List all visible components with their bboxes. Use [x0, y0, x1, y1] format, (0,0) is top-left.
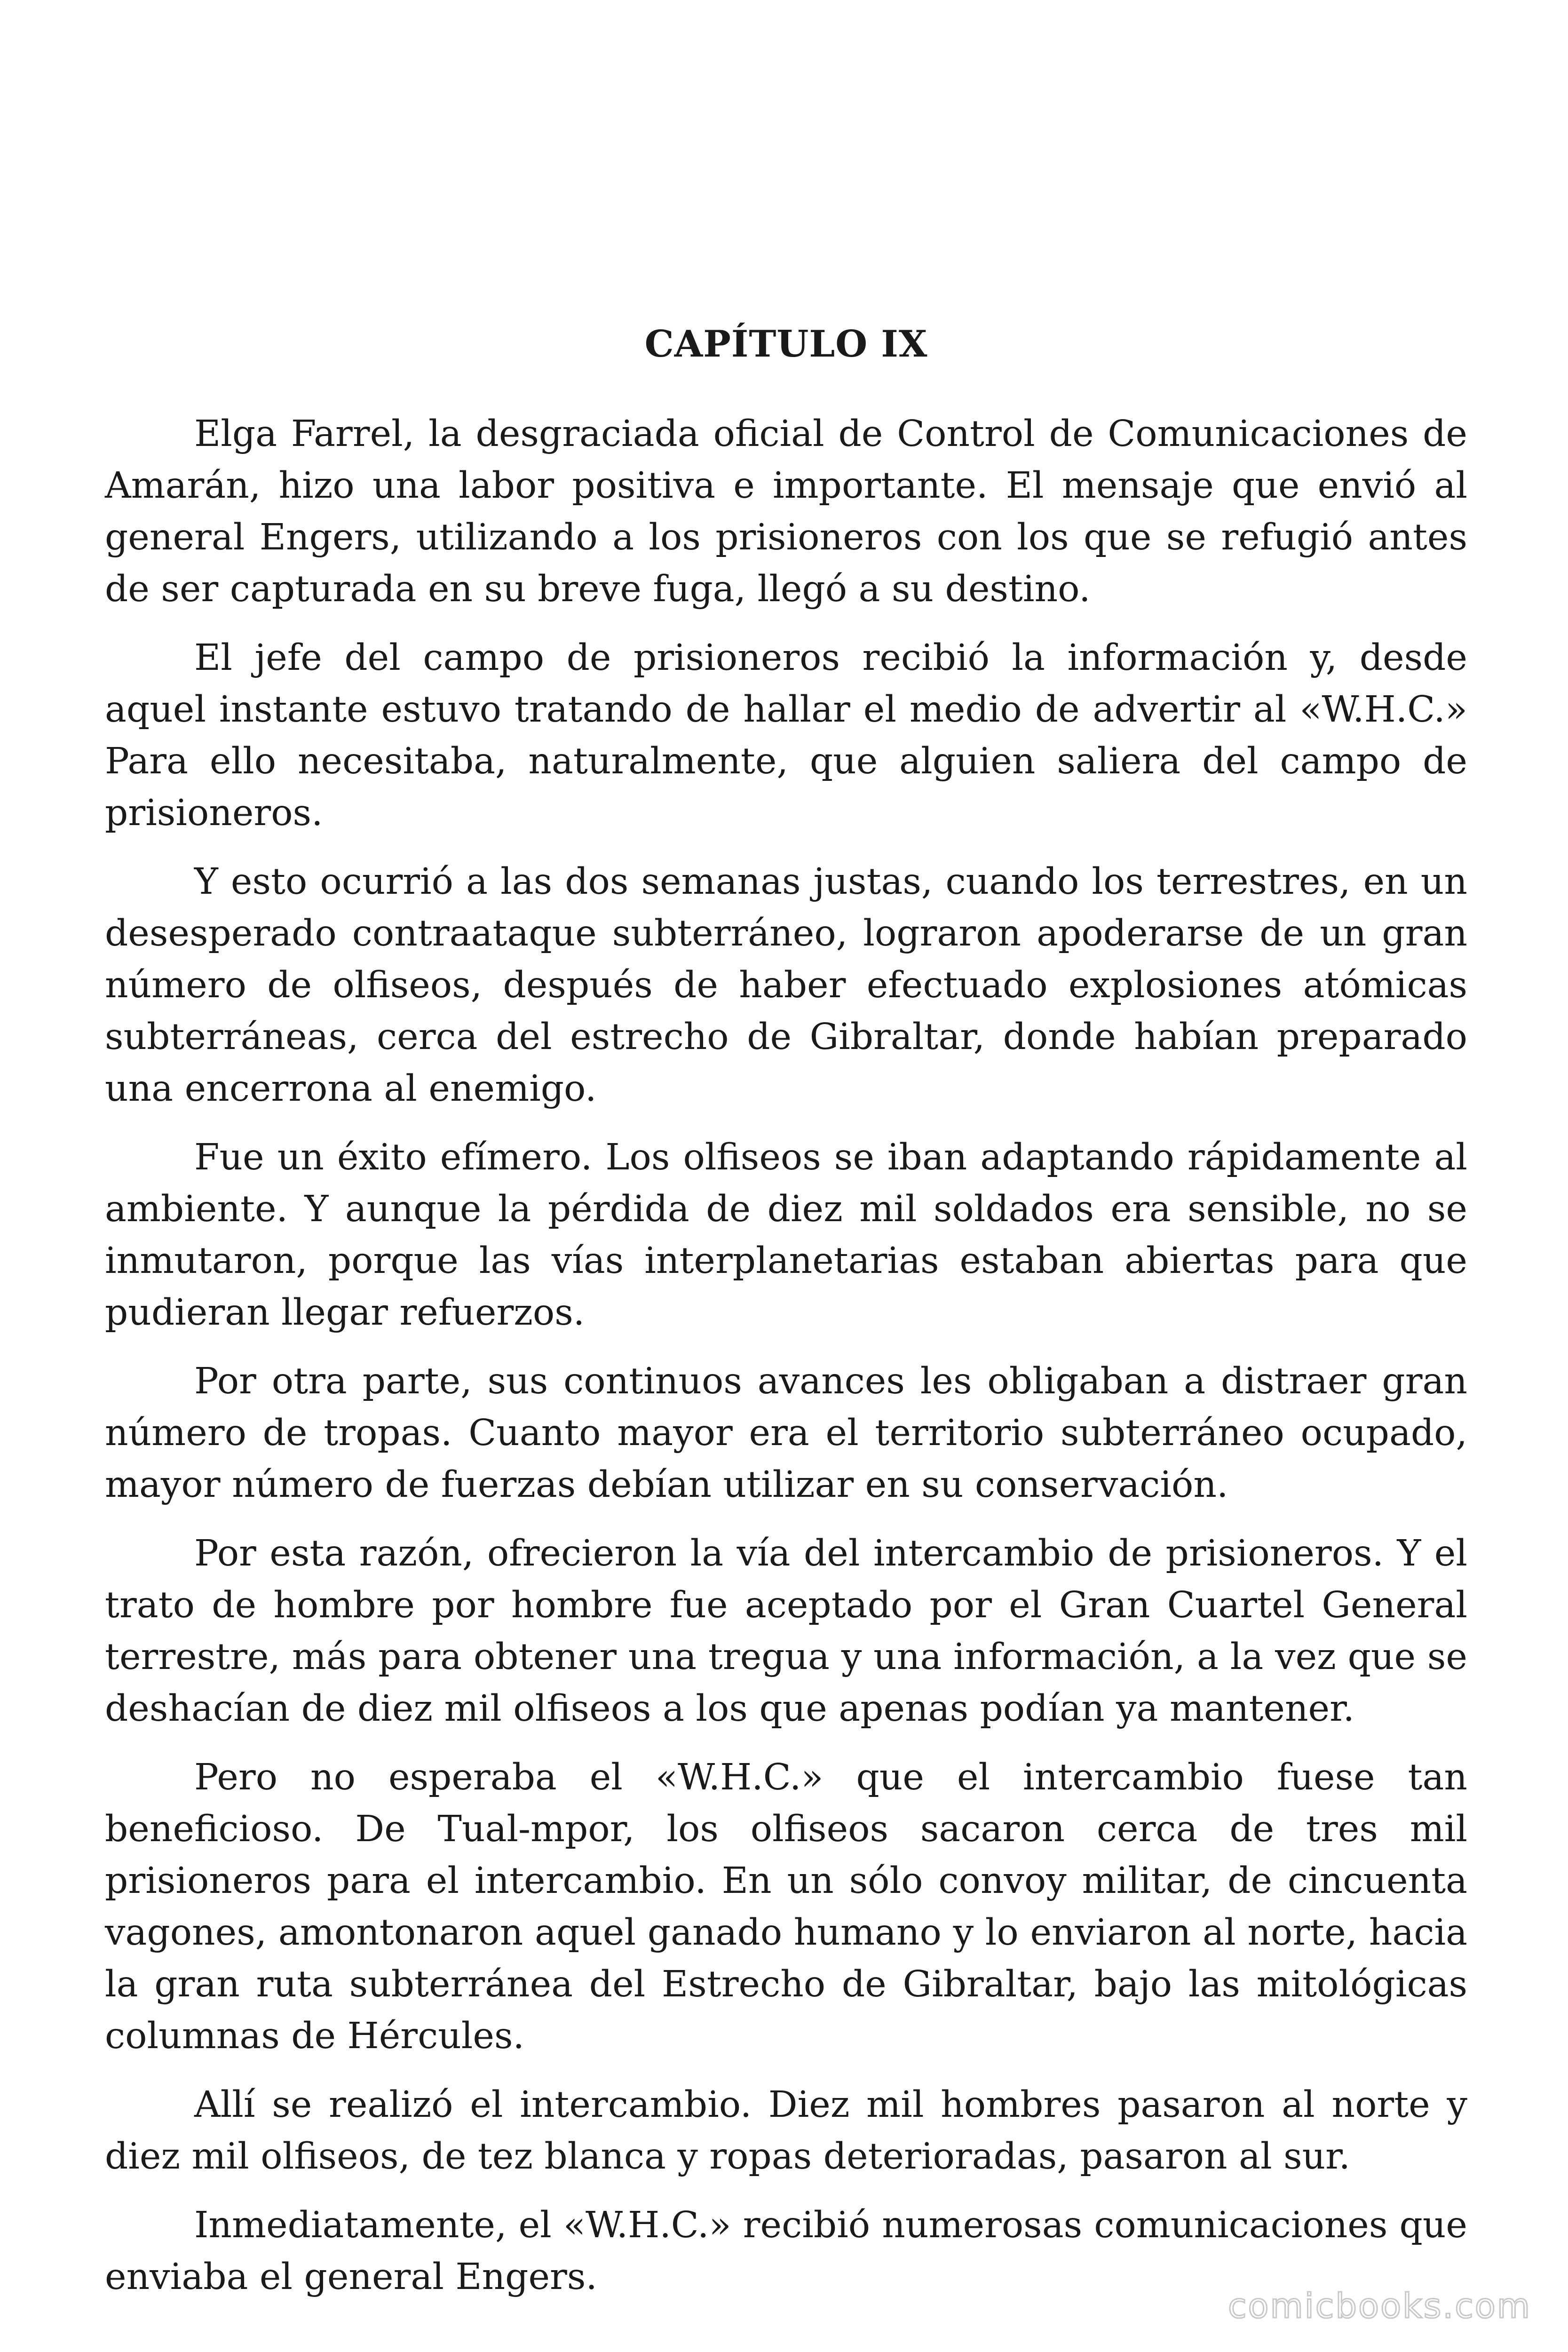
paragraph-3: Y esto ocurrió a las dos semanas justas, cuando los terrestres, en un desesperado contraataque subterráneo, lograron apoderarse de un gran número de olfiseos, después de haber efectuado explosiones atómicas subterráneas, cerca del estrecho de Gibraltar, donde habían preparado una encerrona al enemigo. [105, 861, 1467, 1110]
book-page [105, 0, 1467, 2352]
site-watermark: comicbooks.com [1227, 2286, 1531, 2326]
paragraph-5: Por otra parte, sus continuos avances les obligaban a distraer gran número de tropas. Cuanto mayor era el territorio subterráneo ocupado, mayor número de fuerzas debían utilizar en su conservación. [105, 1360, 1467, 1506]
paragraph-7: Pero no esperaba el «W.H.C.» que el intercambio fuese tan beneficioso. De Tual-mpor, los olfiseos sacaron cerca de tres mil prisioneros para el intercambio. En un sólo convoy militar, de cincuenta vagones, amontonaron aquel ganado humano y lo enviaron al norte, hacia la gran ruta subterránea del Estrecho de Gibraltar, bajo las mitológicas columnas de Hércules. [105, 1756, 1467, 2057]
paragraph-8: Allí se realizó el intercambio. Diez mil hombres pasaron al norte y diez mil olfiseos, de tez blanca y ropas deterioradas, pasaron al sur. [105, 2084, 1467, 2177]
chapter-body [105, 408, 1467, 2320]
paragraph-1: Elga Farrel, la desgraciada oficial de Control de Comunicaciones de Amarán, hizo una labor positiva e importante. El mensaje que envió al general Engers, utilizando a los prisioneros con los que se refugió antes de ser capturada en su breve fuga, llegó a su destino. [105, 413, 1467, 610]
chapter-title: CAPÍTULO IX [644, 323, 928, 366]
paragraph-4: Fue un éxito efímero. Los olfiseos se iban adaptando rápidamente al ambiente. Y aunque la pérdida de diez mil soldados era sensible, no se inmutaron, porque las vías interplanetarias estaban abiertas para que pudieran llegar refuerzos. [105, 1136, 1467, 1334]
paragraph-9: Inmediatamente, el «W.H.C.» recibió numerosas comunicaciones que enviaba el general Engers. [105, 2204, 1467, 2298]
paragraph-6: Por esta razón, ofrecieron la vía del intercambio de prisioneros. Y el trato de hombre por hombre fue aceptado por el Gran Cuartel General terrestre, más para obtener una tregua y una información, a la vez que se deshacían de diez mil olfiseos a los que apenas podían ya mantener. [105, 1533, 1467, 1730]
paragraph-2: El jefe del campo de prisioneros recibió la información y, desde aquel instante estuvo tratando de hallar el medio de advertir al «W.H.C.» Para ello necesitaba, naturalmente, que alguien saliera del campo de prisioneros. [105, 637, 1467, 834]
